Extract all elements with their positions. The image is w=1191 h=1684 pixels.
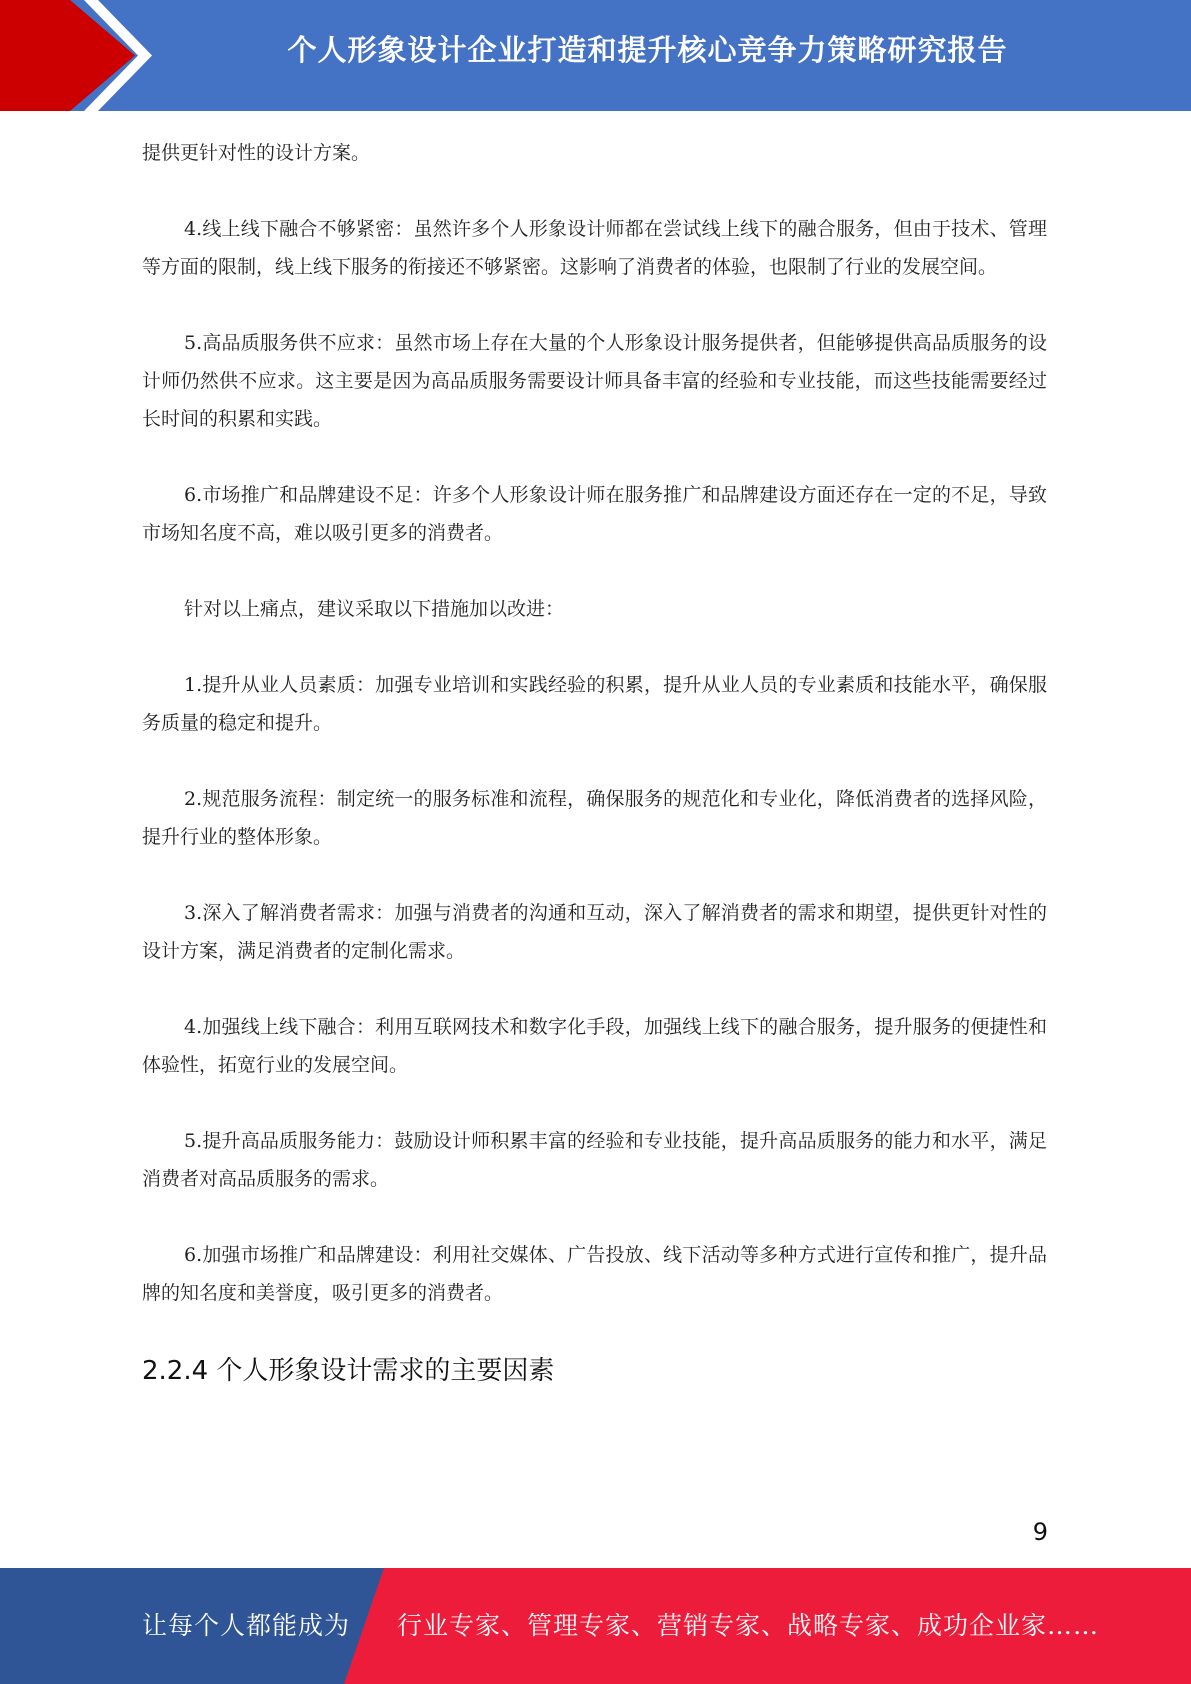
paragraph: 4.线上线下融合不够紧密：虽然许多个人形象设计师都在尝试线上线下的融合服务，但由于技术、管理等方面的限制，线上线下服务的衔接还不够紧密。这影响了消费者的体验，也限制了行业的发展空间。 xyxy=(142,218,1047,278)
section-heading: 2.2.4 个人形象设计需求的主要因素 xyxy=(142,1356,555,1386)
header-red-block xyxy=(0,0,135,111)
paragraph: 5.高品质服务供不应求：虽然市场上存在大量的个人形象设计服务提供者，但能够提供高品质服务的设计师仍然供不应求。这主要是因为高品质服务需要设计师具备丰富的经验和专业技能，而这些技能需要经过长时间的积累和实践。 xyxy=(142,332,1047,430)
paragraph: 6.加强市场推广和品牌建设：利用社交媒体、广告投放、线下活动等多种方式进行宣传和推广，提升品牌的知名度和美誉度，吸引更多的消费者。 xyxy=(142,1244,1047,1304)
header-arrow-decoration xyxy=(0,0,160,111)
paragraph: 5.提升高品质服务能力：鼓励设计师积累丰富的经验和专业技能，提升高品质服务的能力和水平，满足消费者对高品质服务的需求。 xyxy=(142,1130,1047,1190)
footer-slogan-left: 让每个人都能成为 xyxy=(142,1611,351,1640)
paragraph: 针对以上痛点，建议采取以下措施加以改进： xyxy=(184,598,565,620)
paragraph: 1.提升从业人员素质：加强专业培训和实践经验的积累，提升从业人员的专业素质和技能水平，确保服务质量的稳定和提升。 xyxy=(142,674,1047,734)
paragraph: 6.市场推广和品牌建设不足：许多个人形象设计师在服务推广和品牌建设方面还存在一定的不足，导致市场知名度不高，难以吸引更多的消费者。 xyxy=(142,484,1047,544)
paragraph: 4.加强线上线下融合：利用互联网技术和数字化手段，加强线上线下的融合服务，提升服务的便捷性和体验性，拓宽行业的发展空间。 xyxy=(142,1016,1047,1076)
document-title: 个人形象设计企业打造和提升核心竞争力策略研究报告 xyxy=(287,33,1008,67)
page-footer xyxy=(0,1568,1191,1684)
document-body xyxy=(142,134,1047,1390)
paragraph: 2.规范服务流程：制定统一的服务标准和流程，确保服务的规范化和专业化，降低消费者的选择风险，提升行业的整体形象。 xyxy=(142,788,1047,848)
page-header xyxy=(0,0,1191,111)
paragraph: 3.深入了解消费者需求：加强与消费者的沟通和互动，深入了解消费者的需求和期望，提供更针对性的设计方案，满足消费者的定制化需求。 xyxy=(142,902,1047,962)
footer-slogan-right: 行业专家、管理专家、营销专家、战略专家、成功企业家…… xyxy=(397,1611,1100,1640)
page-number: 9 xyxy=(1032,1518,1048,1546)
paragraph: 提供更针对性的设计方案。 xyxy=(142,142,371,164)
